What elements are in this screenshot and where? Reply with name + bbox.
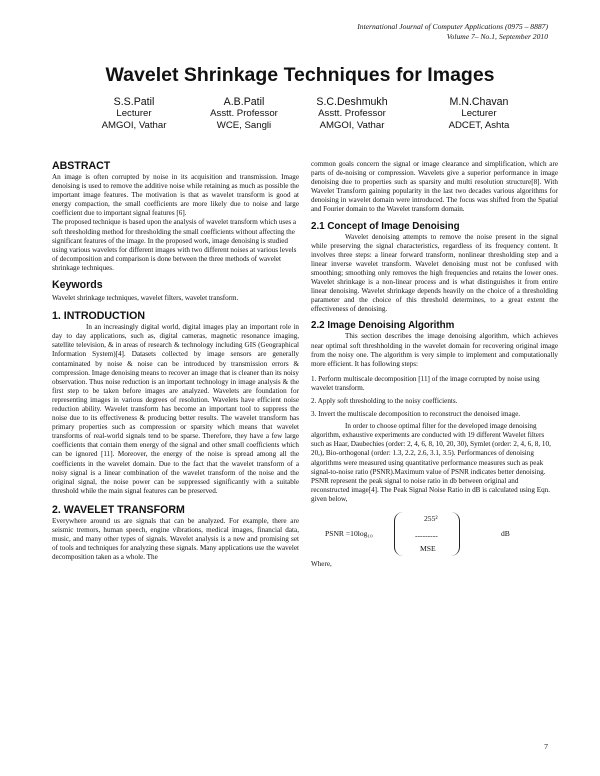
author-affiliation: AMGOI, Vathar xyxy=(319,120,385,131)
author-name: S.C.Deshmukh xyxy=(316,96,388,108)
introduction-heading: 1. INTRODUCTION xyxy=(52,310,145,323)
abstract-heading: ABSTRACT xyxy=(52,160,111,172)
keywords-heading: Keywords xyxy=(52,279,103,292)
section-2-1-heading: 2.1 Concept of Image Denoising xyxy=(311,220,460,232)
author-role: Lecturer xyxy=(461,108,497,119)
author-affiliation: ADCET, Ashta xyxy=(448,120,510,131)
algorithm-step: 1. Perform multiscale decomposition [11] of the image corrupted by noise using wavelet transform. xyxy=(311,374,540,392)
abstract-paragraph: An image is often corrupted by noise in its acquisition and transmission. Image denoising is used to remove the additive noise while retaining as much as possible the important image features. The motivation is that as wavelet transform is good at energy compaction, the small coefficients are more likely due to noise and large coefficient due to important signal features [6]. xyxy=(52,173,299,218)
right-column xyxy=(311,160,558,569)
journal-header xyxy=(357,22,548,42)
psnr-equation xyxy=(311,510,558,558)
author-name: A.B.Patil xyxy=(223,96,265,108)
wavelet-transform-heading: 2. WAVELET TRANSFORM xyxy=(52,503,185,516)
journal-name: International Journal of Computer Applications (0975 – 8887) xyxy=(357,22,548,31)
equation-numerator: 255² xyxy=(424,514,438,523)
algorithm-step: 2. Apply soft thresholding to the noisy coefficients. xyxy=(311,396,458,405)
journal-volume: Volume 7– No.1, September 2010 xyxy=(446,32,548,41)
body-paragraph: common goals concern the signal or image clearance and simplification, which are parts of de-noising or compression. Wavelets give a superior performance in image denoising due to properties such as sparsity and multi resolution structure[8]. With Wavelet Transform gaining popularity in the last two decades various algorithms for denoising in wavelet domain were introduced. The focus was shifted from the Spatial and Fourier domain to the Wavelet transform domain. xyxy=(311,160,558,214)
equation-denominator: MSE xyxy=(420,544,436,553)
author-block xyxy=(282,96,422,132)
abstract-paragraph: The proposed technique is based upon the analysis of wavelet transform which uses a soft thresholding method for thresholding the small coefficients without affecting the significant features of the image. In the proposed work, image denoising is studied using various wavelets for different images with two different noises at various levels of decomposition and comparison is done between the three methods of wavelet shrinkage techniques. xyxy=(52,218,297,272)
equation-unit: dB xyxy=(501,529,510,538)
page-number: 7 xyxy=(544,742,548,751)
author-role: Asstt. Professor xyxy=(318,108,386,119)
author-name: S.S.Patil xyxy=(113,96,155,108)
author-role: Lecturer xyxy=(116,108,152,119)
section-2-2-heading: 2.2 Image Denoising Algorithm xyxy=(311,320,455,332)
algorithm-step: 3. Invert the multiscale decomposition to reconstruct the denoised image. xyxy=(311,410,521,419)
where-text: Where, xyxy=(311,560,332,568)
author-block xyxy=(409,96,549,132)
wavelet-transform-paragraph: Everywhere around us are signals that can be analyzed. For example, there are seismic tremors, human speech, engine vibrations, medical images, financial data, music, and many other types of signals. Wavelet analysis is a new and promising set of tools and techniques for analyzing these signals. Many applications use the wavelet decomposition taken as a whole. The xyxy=(52,516,299,562)
author-affiliation: AMGOI, Vathar xyxy=(101,120,167,131)
body-paragraph: This section describes the image denoising algorithm, which achieves near optimal soft threshholding in the wavelet domain for recovering original image from the noisy one. The algorithm is very simple to implement and computationally more efficient. It has following steps: xyxy=(311,332,558,368)
author-name: M.N.Chavan xyxy=(449,96,509,108)
equation-lhs: PSNR =10log₁₀ xyxy=(325,529,373,538)
left-column xyxy=(52,160,299,562)
keywords-text: Wavelet shrinkage techniques, wavelet filters, wavelet transform. xyxy=(52,294,239,303)
author-role: Asstt. Professor xyxy=(210,108,278,119)
equation-fraction-bar: --------- xyxy=(415,531,438,540)
introduction-paragraph: In an increasingly digital world, digital images play an important role in day to day applications, such as, digital cameras, magnetic resonance imaging, satellite television, & in areas of research & technology including GIS (Geographical Information System)[4]. Datasets collected by image sensors are generally contaminated by noise & noise can be introduced by transmission errors & compression. Image denoising means to recover an image that is cleaner than its noisy observation. Thus noise reduction is an important technology in image analysis & the first step to be taken before images are analyzed. Wavelets are foundation for representing images in various degrees of resolution. Wavelets have efficient noise reduction ability. Wavelet transform has become an important tool to suppress the noise due to its effectiveness & producing better results. The wavelet transform has primary properties such as compression or sparsity which means that wavelet transforms of real-world signals tend to be sparse. Therefore, they have a few large coefficients that contain them energy of the signal and other small coefficients which can be ignored [11]. Moreover, the energy of the noise is spread among all the coefficients in the wavelet domain. Due to the fact that the wavelet transform of a noisy signal is a linear combination of the wavelet transform of the noise and the original signal, the noise power can be suppressed significantly with a suitable threshold while the main signal features can be preserved. xyxy=(52,323,299,495)
body-paragraph: Wavelet denoising attempts to remove the noise present in the signal while preserving the signal characteristics, regardless of its frequency content. It involves three steps: a linear forward transform, nonlinear thresholding step and a linear inverse wavelet transform. Wavelet denoising must not be confused with smoothing; smoothing only removes the high frequencies and retains the lower ones. Wavelet shrinkage is a non-linear process and is what distinguishes it from entire linear denoising. Wavelet shrinkage depends heavily on the choice of a thresholding parameter and the choice of this threshold determines, to a great extent the effectiveness of denoising. xyxy=(311,232,558,314)
author-affiliation: WCE, Sangli xyxy=(216,120,272,131)
body-paragraph: In order to choose optimal filter for the developed image denoising algorithm, exhaustive experiments are conducted with 19 different Wavelet filters such as Haar, Daubechies (order: 2, 4, 6, 8, 10, 20, 30), Symlet (order: 2, 4, 6, 8, 10, 20,), Bio-orthogonal (order: 1.3, 2.2, 2.6, 3.1, 3.5). Performances of denoising algorithms were measured using quantitative performance measures such as peak signal-to-noise ratio (PSNR).Maximum value of PSNR indicates better denoising. PSNR represent the peak signal to noise ratio in db between original and reconstructed image[4]. The Peak Signal Noise Ratio in dB is calculated using Eqn. given below, xyxy=(311,422,551,503)
paper-title: Wavelet Shrinkage Techniques for Images xyxy=(105,64,495,86)
